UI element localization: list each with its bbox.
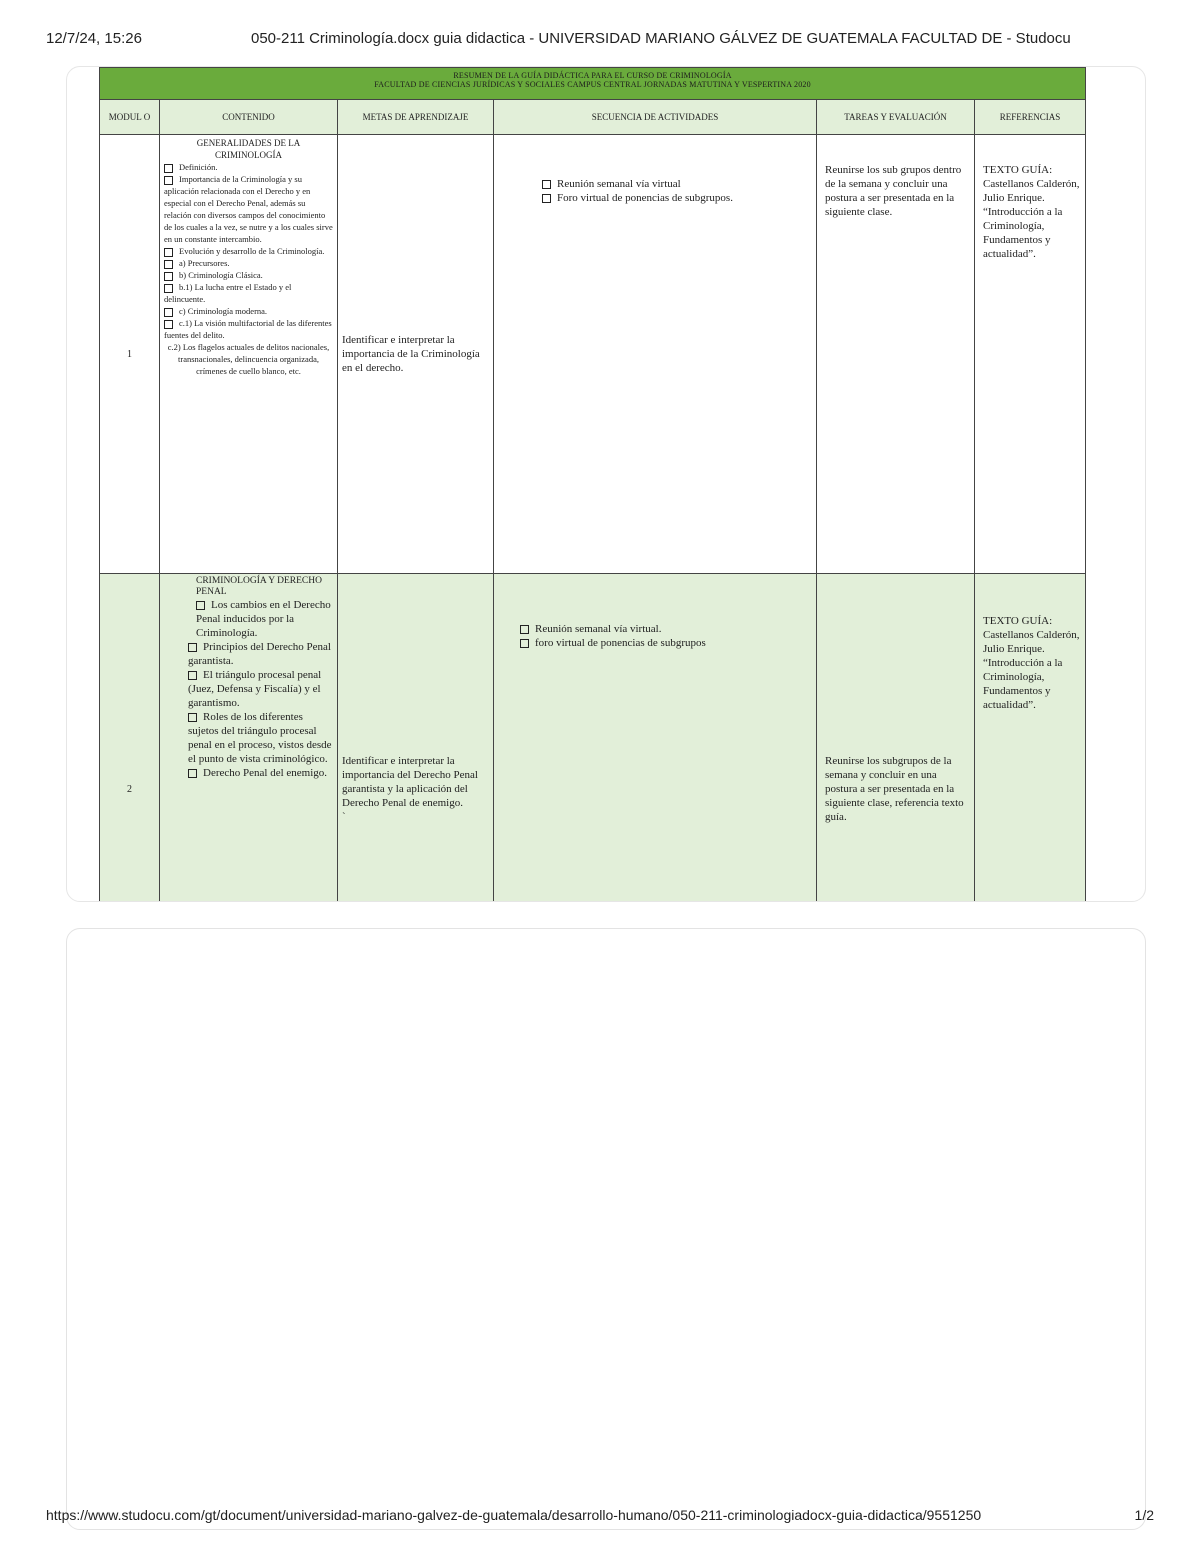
checkbox-bullet-icon: [164, 176, 173, 185]
guide-table: [99, 67, 1086, 902]
checkbox-bullet-icon: [188, 713, 197, 722]
list-item: Reunión semanal vía virtual: [542, 177, 812, 191]
document-page-2-placeholder: [66, 928, 1146, 1530]
header-secuencia: SECUENCIA DE ACTIVIDADES: [494, 100, 817, 135]
list-item: Los cambios en el Derecho Penal inducidos por la Criminología.: [196, 599, 331, 639]
guide-document: [99, 67, 1085, 902]
list-item: Derecho Penal del enemigo.: [164, 766, 333, 780]
checkbox-bullet-icon: [164, 260, 173, 269]
list-item: Evolución y desarrollo de la Criminología.: [164, 245, 333, 257]
list-item: Reunión semanal vía virtual.: [520, 622, 812, 636]
list-item: b.1) La lucha entre el Estado y el delincuente.: [164, 282, 292, 304]
list-item: Importancia de la Criminología y su aplicación relacionada con el Derecho y en especial con el Derecho Penal, además su relación con diversos campos del conocimiento de los cuales a la vez, se nutre y a los cuales sirve en un constante intercambio.: [164, 174, 333, 244]
list-item: Principios del Derecho Penal garantista.: [188, 641, 331, 667]
checkbox-bullet-icon: [520, 625, 529, 634]
referencias-cell: TEXTO GUÍA: Castellanos Calderón, Julio Enrique. “Introducción a la Criminología, Fundamentos y actualidad”.: [975, 135, 1086, 574]
checkbox-bullet-icon: [164, 248, 173, 257]
list-item: c.1) La visión multifactorial de las diferentes fuentes del delito.: [164, 318, 332, 340]
banner-line-2: FACULTAD DE CIENCIAS JURÍDICAS Y SOCIALES CAMPUS CENTRAL JORNADAS MATUTINA Y VESPERTINA 2020: [374, 80, 811, 89]
referencias-cell: TEXTO GUÍA: Castellanos Calderón, Julio Enrique. “Introducción a la Criminología, Fundamentos y actualidad”.: [975, 574, 1086, 903]
checkbox-bullet-icon: [164, 284, 173, 293]
document-page-1: [66, 66, 1146, 902]
print-timestamp: 12/7/24, 15:26: [46, 30, 142, 47]
checkbox-bullet-icon: [520, 639, 529, 648]
metas-cell: Identificar e interpretar la importancia de la Criminología en el derecho.: [338, 135, 494, 574]
table-banner: [100, 68, 1086, 100]
tareas-cell: Reunirse los subgrupos de la semana y concluir en una postura a ser presentada en la siguiente clase, referencia texto guía.: [817, 574, 975, 903]
contenido-cell: [160, 574, 338, 903]
header-contenido: CONTENIDO: [160, 100, 338, 135]
checkbox-bullet-icon: [164, 320, 173, 329]
print-url: https://www.studocu.com/gt/document/universidad-mariano-galvez-de-guatemala/desarrollo-humano/050-211-criminologiadocx-guia-didactica/9551250: [46, 1507, 982, 1523]
list-item: a) Precursores.: [164, 257, 333, 269]
contenido-cell: [160, 135, 338, 574]
table-row: [100, 574, 1086, 903]
metas-cell: Identificar e interpretar la importancia del Derecho Penal garantista y la aplicación del Derecho Penal de enemigo. `: [338, 574, 494, 903]
checkbox-bullet-icon: [196, 601, 205, 610]
print-footer: [46, 1507, 1154, 1527]
header-metas: METAS DE APRENDIZAJE: [338, 100, 494, 135]
modulo-cell: 1: [100, 135, 160, 574]
list-item: Definición.: [164, 161, 333, 173]
contenido-title: CRIMINOLOGÍA Y DERECHO PENAL: [196, 576, 322, 597]
print-document-title: 050-211 Criminología.docx guia didactica - UNIVERSIDAD MARIANO GÁLVEZ DE GUATEMALA FACULTAD DE - Studocu: [251, 30, 1071, 47]
checkbox-bullet-icon: [164, 272, 173, 281]
metas-tail: `: [342, 811, 346, 823]
secuencia-cell: [494, 135, 817, 574]
print-header: [46, 30, 1154, 50]
list-item: Foro virtual de ponencias de subgrupos.: [542, 191, 812, 205]
page-number: 1/2: [1134, 1507, 1154, 1523]
checkbox-bullet-icon: [542, 180, 551, 189]
list-item: c) Criminología moderna.: [164, 305, 333, 317]
checkbox-bullet-icon: [188, 643, 197, 652]
table-row: [100, 135, 1086, 574]
checkbox-bullet-icon: [188, 671, 197, 680]
checkbox-bullet-icon: [188, 769, 197, 778]
checkbox-bullet-icon: [164, 308, 173, 317]
list-item: El triángulo procesal penal (Juez, Defensa y Fiscalía) y el garantismo.: [188, 669, 322, 709]
secuencia-cell: [494, 574, 817, 903]
list-item: Roles de los diferentes sujetos del triángulo procesal penal en el proceso, vistos desde el punto de vista criminológico.: [188, 711, 332, 765]
checkbox-bullet-icon: [542, 194, 551, 203]
list-item: foro virtual de ponencias de subgrupos: [520, 636, 812, 650]
banner-line-1: RESUMEN DE LA GUÍA DIDÁCTICA PARA EL CURSO DE CRIMINOLOGÍA: [453, 71, 732, 80]
tareas-cell: Reunirse los sub grupos dentro de la semana y concluir una postura a ser presentada en la siguiente clase.: [817, 135, 975, 574]
contenido-title: GENERALIDADES DE LA CRIMINOLOGÍA: [196, 138, 301, 160]
checkbox-bullet-icon: [164, 164, 173, 173]
contenido-tail: c.2) Los flagelos actuales de delitos nacionales, transnacionales, delincuencia organizada, crímenes de cuello blanco, etc.: [167, 342, 330, 376]
header-tareas: TAREAS Y EVALUACIÓN: [817, 100, 975, 135]
header-referencias: REFERENCIAS: [975, 100, 1086, 135]
header-modulo: MODUL O: [100, 100, 160, 135]
list-item: b) Criminología Clásica.: [164, 269, 333, 281]
modulo-cell: 2: [100, 574, 160, 903]
